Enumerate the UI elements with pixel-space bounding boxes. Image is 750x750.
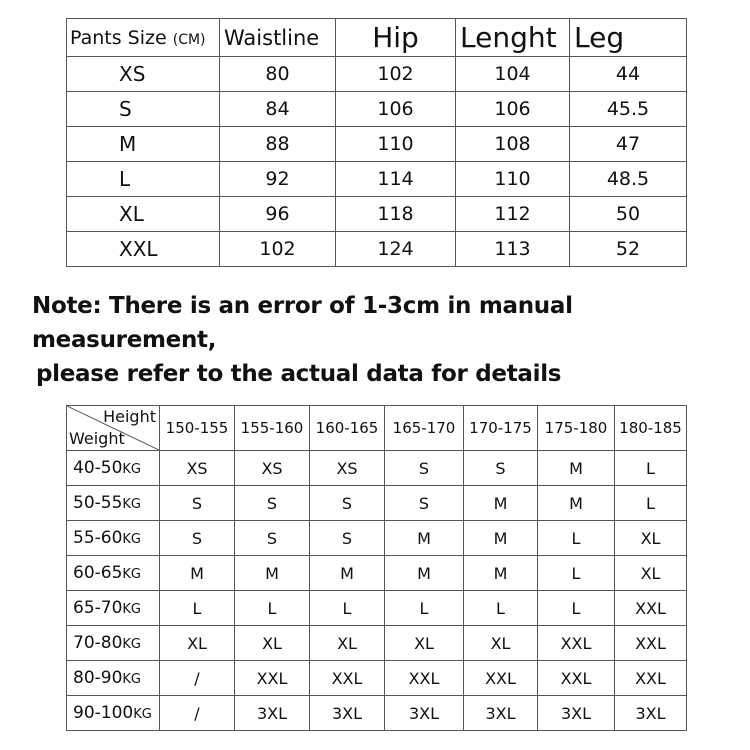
size-cell: L (67, 162, 220, 197)
waistline-cell: 102 (220, 232, 336, 267)
header-leg: Leg (570, 19, 687, 57)
height-header: 175-180 (538, 406, 615, 451)
weight-unit: KG (122, 532, 142, 547)
weight-cell (67, 696, 160, 731)
size-cell: XL (310, 626, 385, 661)
weight-cell (67, 556, 160, 591)
height-header: 180-185 (615, 406, 687, 451)
table-row (67, 232, 687, 267)
table-row (67, 521, 687, 556)
size-cell: XL (67, 197, 220, 232)
size-cell: 3XL (538, 696, 615, 731)
size-cell: XXL (464, 661, 538, 696)
size-cell: XL (235, 626, 310, 661)
size-cell: S (160, 486, 235, 521)
size-cell: M (385, 521, 464, 556)
table-row (67, 556, 687, 591)
guide-header-row (67, 406, 687, 451)
waistline-cell: 80 (220, 57, 336, 92)
size-cell: M (464, 521, 538, 556)
size-cell: 3XL (310, 696, 385, 731)
hip-cell: 110 (336, 127, 456, 162)
size-cell: L (464, 591, 538, 626)
header-hip: Hip (336, 19, 456, 57)
size-cell: XXL (235, 661, 310, 696)
size-cell: XS (310, 451, 385, 486)
size-cell: L (310, 591, 385, 626)
size-cell: S (310, 486, 385, 521)
weight-cell (67, 591, 160, 626)
size-cell: XS (160, 451, 235, 486)
hip-cell: 106 (336, 92, 456, 127)
weight-range: 55-60 (73, 528, 123, 548)
height-header: 160-165 (310, 406, 385, 451)
table-row (67, 57, 687, 92)
size-cell: XXL (615, 626, 687, 661)
hip-cell: 124 (336, 232, 456, 267)
length-cell: 110 (456, 162, 570, 197)
table-row (67, 696, 687, 731)
table-row (67, 591, 687, 626)
table-row (67, 127, 687, 162)
hip-cell: 118 (336, 197, 456, 232)
size-cell: M (310, 556, 385, 591)
header-waistline: Waistline (220, 19, 336, 57)
leg-cell: 45.5 (570, 92, 687, 127)
size-cell: XL (615, 556, 687, 591)
size-measurement-table (66, 18, 687, 267)
hip-cell: 114 (336, 162, 456, 197)
size-cell: XXL (310, 661, 385, 696)
leg-cell: 47 (570, 127, 687, 162)
table-row (67, 451, 687, 486)
weight-cell (67, 486, 160, 521)
size-cell: L (538, 556, 615, 591)
weight-cell (67, 661, 160, 696)
header-pants-size (67, 19, 220, 57)
size-cell: 3XL (235, 696, 310, 731)
size-cell: XL (464, 626, 538, 661)
leg-cell: 50 (570, 197, 687, 232)
corner-weight-label: Weight (69, 429, 125, 448)
measurement-note (32, 289, 750, 391)
height-header: 170-175 (464, 406, 538, 451)
size-cell: 3XL (615, 696, 687, 731)
height-header: 155-160 (235, 406, 310, 451)
leg-cell: 44 (570, 57, 687, 92)
weight-cell (67, 521, 160, 556)
size-cell: XXL (385, 661, 464, 696)
size-cell: L (160, 591, 235, 626)
weight-range: 80-90 (73, 668, 123, 688)
size-cell: XXL (538, 626, 615, 661)
header-unit: (CM) (172, 31, 206, 48)
corner-height-label: Height (103, 407, 156, 426)
size-cell: / (160, 696, 235, 731)
size-cell: S (310, 521, 385, 556)
weight-range: 60-65 (73, 563, 123, 583)
weight-range: 70-80 (73, 633, 123, 653)
size-cell: L (385, 591, 464, 626)
size-cell: S (464, 451, 538, 486)
header-pants-size-label: Pants Size (70, 26, 167, 49)
table-row (67, 92, 687, 127)
size-cell: M (538, 451, 615, 486)
table-row (67, 486, 687, 521)
size-cell: M (464, 556, 538, 591)
size-cell: L (538, 521, 615, 556)
size-cell: XS (67, 57, 220, 92)
size-cell: XS (235, 451, 310, 486)
size-cell: 3XL (464, 696, 538, 731)
size-cell: S (235, 486, 310, 521)
weight-cell (67, 451, 160, 486)
size-cell: XXL (615, 661, 687, 696)
size-cell: XXL (615, 591, 687, 626)
size-cell: M (385, 556, 464, 591)
leg-cell: 52 (570, 232, 687, 267)
size-table-header-row (67, 19, 687, 57)
size-cell: XL (385, 626, 464, 661)
size-cell: L (615, 451, 687, 486)
weight-range: 40-50 (73, 458, 123, 478)
size-cell: S (67, 92, 220, 127)
weight-unit: KG (122, 497, 142, 512)
waistline-cell: 92 (220, 162, 336, 197)
table-row (67, 661, 687, 696)
size-cell: XL (160, 626, 235, 661)
note-line-1: Note: There is an error of 1-3cm in manual measurement, (32, 293, 573, 353)
size-cell: M (538, 486, 615, 521)
height-header: 165-170 (385, 406, 464, 451)
waistline-cell: 84 (220, 92, 336, 127)
weight-unit: KG (122, 602, 142, 617)
size-cell: XXL (67, 232, 220, 267)
size-cell: M (160, 556, 235, 591)
size-cell: S (235, 521, 310, 556)
table-row (67, 197, 687, 232)
leg-cell: 48.5 (570, 162, 687, 197)
weight-range: 65-70 (73, 598, 123, 618)
size-cell: / (160, 661, 235, 696)
size-cell: M (464, 486, 538, 521)
length-cell: 113 (456, 232, 570, 267)
waistline-cell: 96 (220, 197, 336, 232)
size-cell: M (235, 556, 310, 591)
size-cell: XL (615, 521, 687, 556)
size-cell: M (67, 127, 220, 162)
waistline-cell: 88 (220, 127, 336, 162)
weight-unit: KG (122, 672, 142, 687)
weight-unit: KG (122, 637, 142, 652)
size-guide-table (66, 405, 687, 731)
size-cell: S (385, 486, 464, 521)
length-cell: 108 (456, 127, 570, 162)
weight-unit: KG (122, 462, 142, 477)
size-cell: L (235, 591, 310, 626)
weight-unit: KG (122, 567, 142, 582)
corner-cell (67, 406, 160, 451)
hip-cell: 102 (336, 57, 456, 92)
height-header: 150-155 (160, 406, 235, 451)
size-cell: S (385, 451, 464, 486)
header-length: Lenght (456, 19, 570, 57)
weight-cell (67, 626, 160, 661)
length-cell: 112 (456, 197, 570, 232)
table-row (67, 626, 687, 661)
length-cell: 106 (456, 92, 570, 127)
size-cell: L (538, 591, 615, 626)
length-cell: 104 (456, 57, 570, 92)
weight-unit: KG (133, 707, 152, 722)
table-row (67, 162, 687, 197)
weight-range: 90-100 (73, 703, 134, 723)
size-cell: S (160, 521, 235, 556)
weight-range: 50-55 (73, 493, 123, 513)
size-cell: L (615, 486, 687, 521)
note-line-2: please refer to the actual data for details (36, 361, 562, 387)
size-cell: 3XL (385, 696, 464, 731)
size-cell: XXL (538, 661, 615, 696)
